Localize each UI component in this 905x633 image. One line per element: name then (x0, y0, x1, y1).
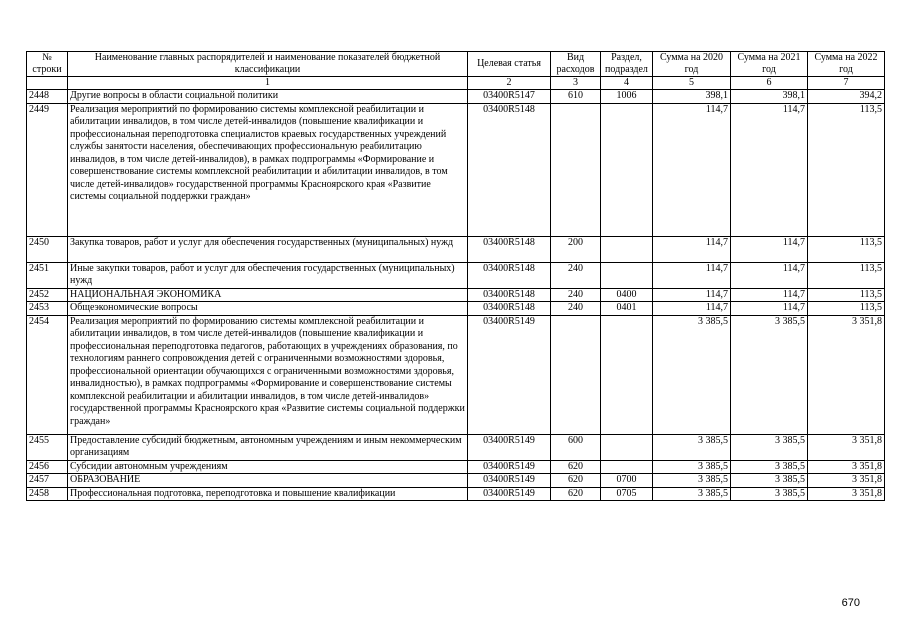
row-section (601, 103, 653, 236)
row-sum-2022: 113,5 (808, 288, 885, 302)
row-number: 2449 (27, 103, 68, 236)
table-row (27, 288, 885, 302)
table-row (27, 90, 885, 104)
table-row (27, 103, 885, 236)
row-sum-2020: 114,7 (653, 262, 731, 288)
row-name: Реализация мероприятий по формированию системы комплексной реабилитации и абилитации инвалидов, в том числе детей-инвалидов (повышение квалификации и профессиональная переподготовка педагогов, работающих в учреждениях образования, по технологиям раннего сопровождения детей с ограниченными возможностями здоровья, профессиональной ориентации обучающихся с ограниченными возможностями здоровья, инвалидностью), в рамках подпрограммы «Формирование и совершенствование системы комплексной реабилитации и абилитации инвалидов, в том числе детей-инвалидов» государственной программы Красноярского края «Развитие системы социальной поддержки граждан» (68, 315, 468, 434)
row-name: НАЦИОНАЛЬНАЯ ЭКОНОМИКА (68, 288, 468, 302)
row-sum-2022: 113,5 (808, 236, 885, 262)
row-sum-2021: 3 385,5 (731, 460, 808, 474)
row-target: 03400R5149 (468, 434, 551, 460)
header-target: Целевая статья (468, 52, 551, 77)
row-sum-2021: 114,7 (731, 236, 808, 262)
row-sum-2020: 3 385,5 (653, 315, 731, 434)
row-section: 0700 (601, 474, 653, 488)
row-type: 610 (551, 90, 601, 104)
row-type: 620 (551, 474, 601, 488)
row-sum-2021: 114,7 (731, 262, 808, 288)
row-type (551, 103, 601, 236)
row-sum-2021: 3 385,5 (731, 434, 808, 460)
row-sum-2022: 113,5 (808, 302, 885, 316)
row-section (601, 460, 653, 474)
row-number: 2448 (27, 90, 68, 104)
row-type: 240 (551, 302, 601, 316)
column-number: 2 (468, 77, 551, 90)
row-target: 03400R5149 (468, 460, 551, 474)
row-name: Профессиональная подготовка, переподготовка и повышение квалификации (68, 487, 468, 501)
header-section: Раздел, подраздел (601, 52, 653, 77)
table-row (27, 302, 885, 316)
row-number: 2451 (27, 262, 68, 288)
table-row (27, 460, 885, 474)
row-name: ОБРАЗОВАНИЕ (68, 474, 468, 488)
column-number (27, 77, 68, 90)
column-number: 3 (551, 77, 601, 90)
row-sum-2022: 3 351,8 (808, 315, 885, 434)
row-sum-2021: 3 385,5 (731, 315, 808, 434)
column-number-row (27, 77, 885, 90)
header-sum-2022: Сумма на 2022 год (808, 52, 885, 77)
budget-table (26, 51, 885, 501)
row-sum-2021: 398,1 (731, 90, 808, 104)
row-target: 03400R5149 (468, 474, 551, 488)
row-sum-2020: 114,7 (653, 288, 731, 302)
row-sum-2022: 3 351,8 (808, 474, 885, 488)
row-sum-2020: 3 385,5 (653, 460, 731, 474)
row-name: Иные закупки товаров, работ и услуг для обеспечения государственных (муниципальных) нужд (68, 262, 468, 288)
row-section: 1006 (601, 90, 653, 104)
row-section: 0705 (601, 487, 653, 501)
table-row (27, 487, 885, 501)
header-name: Наименование главных распорядителей и наименование показателей бюджетной классификации (68, 52, 468, 77)
row-section (601, 434, 653, 460)
row-section (601, 315, 653, 434)
row-target: 03400R5149 (468, 487, 551, 501)
row-name: Субсидии автономным учреждениям (68, 460, 468, 474)
row-sum-2021: 3 385,5 (731, 487, 808, 501)
row-sum-2021: 114,7 (731, 103, 808, 236)
table-row (27, 262, 885, 288)
row-sum-2022: 394,2 (808, 90, 885, 104)
row-type (551, 315, 601, 434)
column-number: 4 (601, 77, 653, 90)
row-number: 2454 (27, 315, 68, 434)
row-sum-2022: 3 351,8 (808, 487, 885, 501)
row-sum-2020: 114,7 (653, 236, 731, 262)
row-sum-2020: 3 385,5 (653, 474, 731, 488)
row-sum-2020: 114,7 (653, 302, 731, 316)
row-number: 2452 (27, 288, 68, 302)
row-name: Реализация мероприятий по формированию системы комплексной реабилитации и абилитации инвалидов, в том числе детей-инвалидов (повышение квалификации и профессиональная переподготовка специалистов краевых государственных учреждений службы занятости населения, обеспечивающих профессиональную реабилитацию инвалидов, в том числе детей-инвалидов), в рамках подпрограммы «Формирование и совершенствование системы комплексной реабилитации и абилитации инвалидов, в том числе детей-инвалидов» государственной программы Красноярского края «Развитие системы социальной поддержки граждан» (68, 103, 468, 236)
table-row (27, 315, 885, 434)
row-target: 03400R5148 (468, 262, 551, 288)
row-sum-2021: 3 385,5 (731, 474, 808, 488)
header-row-no: № строки (27, 52, 68, 77)
row-number: 2457 (27, 474, 68, 488)
column-number: 6 (731, 77, 808, 90)
column-number: 7 (808, 77, 885, 90)
row-sum-2020: 3 385,5 (653, 487, 731, 501)
column-number: 5 (653, 77, 731, 90)
row-target: 03400R5148 (468, 302, 551, 316)
row-section (601, 262, 653, 288)
table-row (27, 474, 885, 488)
row-type: 620 (551, 487, 601, 501)
row-name: Другие вопросы в области социальной политики (68, 90, 468, 104)
row-number: 2450 (27, 236, 68, 262)
row-sum-2022: 113,5 (808, 103, 885, 236)
row-sum-2020: 3 385,5 (653, 434, 731, 460)
row-number: 2458 (27, 487, 68, 501)
row-sum-2020: 114,7 (653, 103, 731, 236)
header-row (27, 52, 885, 77)
row-target: 03400R5148 (468, 288, 551, 302)
row-target: 03400R5149 (468, 315, 551, 434)
row-type: 620 (551, 460, 601, 474)
row-number: 2453 (27, 302, 68, 316)
table-row (27, 434, 885, 460)
row-sum-2021: 114,7 (731, 302, 808, 316)
row-type: 600 (551, 434, 601, 460)
row-sum-2022: 3 351,8 (808, 460, 885, 474)
row-sum-2022: 3 351,8 (808, 434, 885, 460)
row-target: 03400R5147 (468, 90, 551, 104)
row-name: Предоставление субсидий бюджетным, автономным учреждениям и иным некоммерческим организациям (68, 434, 468, 460)
column-number: 1 (68, 77, 468, 90)
row-type: 200 (551, 236, 601, 262)
row-sum-2020: 398,1 (653, 90, 731, 104)
row-sum-2022: 113,5 (808, 262, 885, 288)
row-name: Закупка товаров, работ и услуг для обеспечения государственных (муниципальных) нужд (68, 236, 468, 262)
row-target: 03400R5148 (468, 103, 551, 236)
header-sum-2021: Сумма на 2021 год (731, 52, 808, 77)
header-type: Вид расходов (551, 52, 601, 77)
row-number: 2455 (27, 434, 68, 460)
row-name: Общеэкономические вопросы (68, 302, 468, 316)
row-type: 240 (551, 288, 601, 302)
row-number: 2456 (27, 460, 68, 474)
row-type: 240 (551, 262, 601, 288)
table-row (27, 236, 885, 262)
page-number: 670 (841, 597, 860, 609)
row-section (601, 236, 653, 262)
header-sum-2020: Сумма на 2020 год (653, 52, 731, 77)
row-target: 03400R5148 (468, 236, 551, 262)
row-section: 0400 (601, 288, 653, 302)
row-section: 0401 (601, 302, 653, 316)
row-sum-2021: 114,7 (731, 288, 808, 302)
